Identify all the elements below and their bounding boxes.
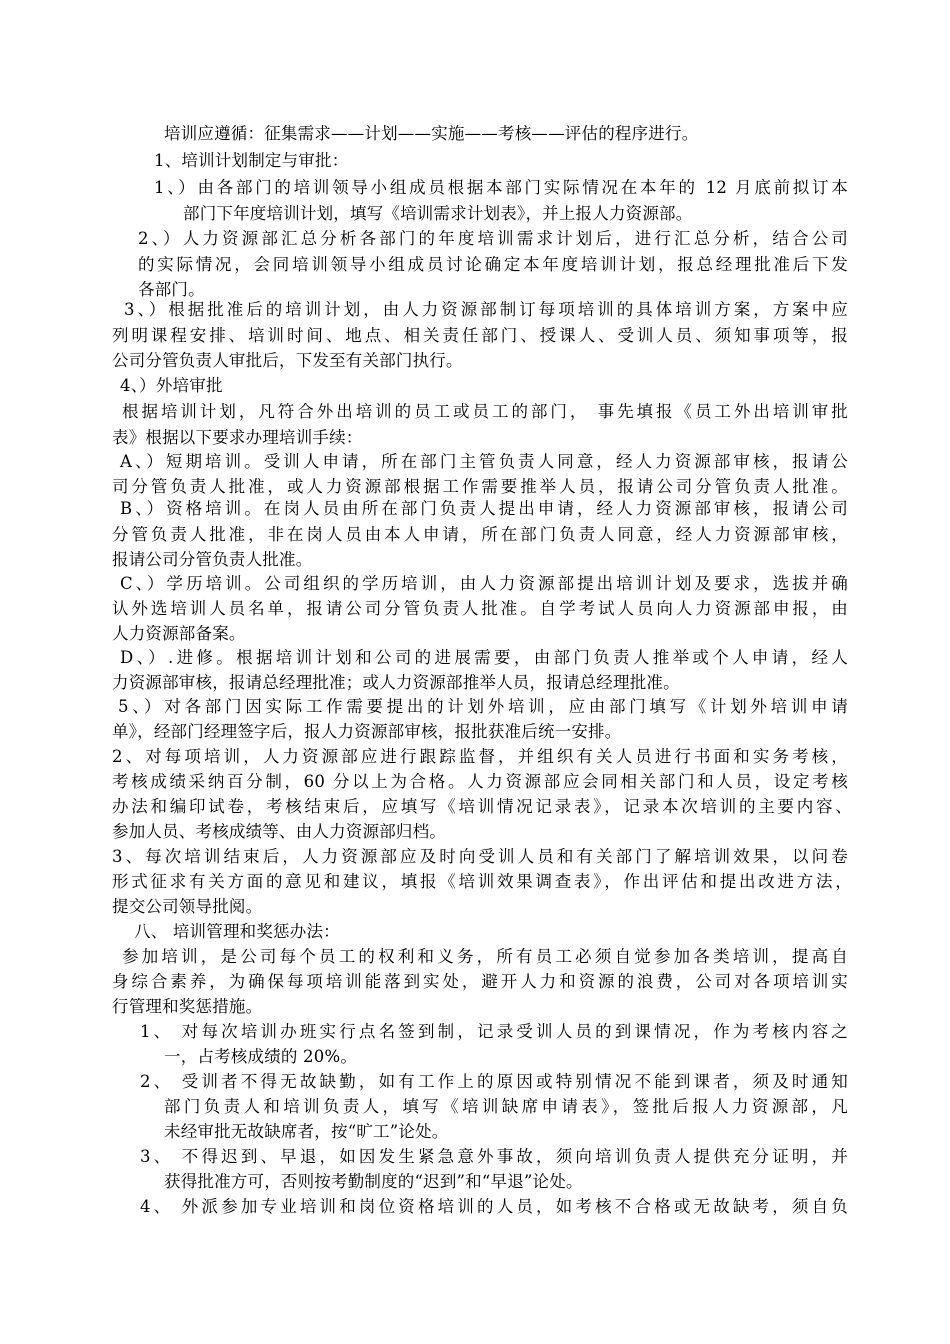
text-line: 3、 不得迟到、早退，如因发生紧急意外事故，须向培训负责人提供充分证明，并 bbox=[140, 1147, 848, 1166]
text-line: 一，占考核成绩的 20%。 bbox=[164, 1047, 358, 1066]
text-line: 人力资源部备案。 bbox=[112, 624, 246, 643]
text-line: 力资源部审核，报请总经理批准；或人力资源部推举人员，报请总经理批准。 bbox=[112, 673, 680, 692]
text-line: 提交公司领导批阅。 bbox=[112, 897, 263, 916]
text-line: A、）短期培训。受训人申请，所在部门主管负责人同意，经人力资源部审核，报请公 bbox=[120, 452, 848, 471]
text-line: 行管理和奖惩措施。 bbox=[112, 997, 263, 1016]
text-line: 获得批准方可，否则按考勤制度的“迟到”和“早退”论处。 bbox=[164, 1172, 583, 1191]
text-line: 1、）由各部门的培训领导小组成员根据本部门实际情况在本年的 12 月底前拟订本 bbox=[154, 178, 848, 197]
text-line: 1、培训计划制定与审批： bbox=[154, 151, 349, 170]
text-line: 形式征求有关方面的意见和建议，填报《培训效果调查表》，作出评估和提出改进方法， bbox=[112, 872, 852, 891]
text-line: 2、 受训者不得无故缺勤，如有工作上的原因或特别情况不能到课者，须及时通知 bbox=[140, 1072, 848, 1091]
text-line: 4、）外培审批 bbox=[120, 376, 223, 395]
text-line: 3、）根据批准后的培训计划，由人力资源部制订每项培训的具体培训方案，方案中应 bbox=[124, 300, 848, 319]
text-line: 考核成绩采纳百分制，60 分以上为合格。人力资源部应会同相关部门和人员，设定考核 bbox=[112, 772, 848, 791]
text-line: 部门负责人和培训负责人，填写《培训缺席申请表》，签批后报人力资源部，凡 bbox=[164, 1097, 848, 1116]
text-line: 未经审批无故缺席者，按“旷工”论处。 bbox=[164, 1122, 449, 1141]
text-line: 司分管负责人批准，或人力资源部根据工作需要推举人员，报请公司分管负责人批准。 bbox=[112, 477, 848, 496]
text-line: C、）学历培训。公司组织的学历培训，由人力资源部提出培训计划及要求，选拔并确 bbox=[120, 574, 848, 593]
text-line: 分管负责人批准，非在岗人员由本人申请，所在部门负责人同意，经人力资源部审核， bbox=[112, 525, 848, 544]
section-heading: 八、 培训管理和奖惩办法： bbox=[134, 922, 340, 941]
text-line: 办法和编印试卷，考核结束后，应填写《培训情况记录表》，记录本次培训的主要内容、 bbox=[112, 797, 852, 816]
text-line: 公司分管负责人审批后，下发至有关部门执行。 bbox=[112, 351, 463, 370]
text-line: 身综合素养，为确保每项培训能落到实处，避开人力和资源的浪费，公司对各项培训实 bbox=[112, 972, 848, 991]
text-line: 各部门。 bbox=[138, 280, 205, 299]
text-line: 5、）对各部门因实际工作需要提出的计划外培训，应由部门填写《计划外培训申请 bbox=[118, 697, 848, 716]
text-line: 认外选培训人员名单，报请公司分管负责人批准。自学考试人员向人力资源部申报，由 bbox=[112, 599, 848, 618]
text-line: 部门下年度培训计划，填写《培训需求计划表》，并上报人力资源部。 bbox=[183, 204, 693, 223]
text-line: 列明课程安排、培训时间、地点、相关责任部门、授课人、受训人员、须知事项等，报 bbox=[112, 326, 848, 345]
text-line: 根据培训计划，凡符合外出培训的员工或员工的部门， 事先填报《员工外出培训审批 bbox=[122, 402, 848, 421]
text-line: 参加人员、考核成绩等、由人力资源部归档。 bbox=[112, 822, 446, 841]
text-line: 参加培训，是公司每个员工的权利和义务，所有员工必须自觉参加各类培训，提高自 bbox=[122, 947, 848, 966]
text-line: 报请公司分管负责人批准。 bbox=[112, 550, 313, 569]
text-line: 单》，经部门经理签字后，报人力资源部审核，报批获准后统一安排。 bbox=[112, 722, 622, 741]
text-line: 培训应遵循：征集需求——计划——实施——考核——评估的程序进行。 bbox=[164, 124, 699, 143]
text-line: 1、 对每次培训办班实行点名签到制，记录受训人员的到课情况，作为考核内容之 bbox=[140, 1022, 848, 1041]
text-line: 2、）人力资源部汇总分析各部门的年度培训需求计划后，进行汇总分析，结合公司 bbox=[138, 229, 848, 248]
text-line: 的实际情况，会同培训领导小组成员讨论确定本年度培训计划，报总经理批准后下发 bbox=[138, 255, 848, 274]
text-line: B、）资格培训。在岗人员由所在部门负责人提出申请，经人力资源部审核，报请公司 bbox=[120, 499, 848, 518]
text-line: D、）.进修。根据培训计划和公司的进展需要，由部门负责人推举或个人申请，经人 bbox=[120, 648, 848, 667]
text-line: 3、每次培训结束后，人力资源部应及时向受训人员和有关部门了解培训效果，以问卷 bbox=[112, 847, 848, 866]
text-line: 2、对每项培训，人力资源部应进行跟踪监督，并组织有关人员进行书面和实务考核， bbox=[112, 747, 848, 766]
text-line: 表》根据以下要求办理培训手续： bbox=[112, 428, 363, 447]
text-line: 4、 外派参加专业培训和岗位资格培训的人员，如考核不合格或无故缺考，须自负 bbox=[140, 1197, 848, 1216]
